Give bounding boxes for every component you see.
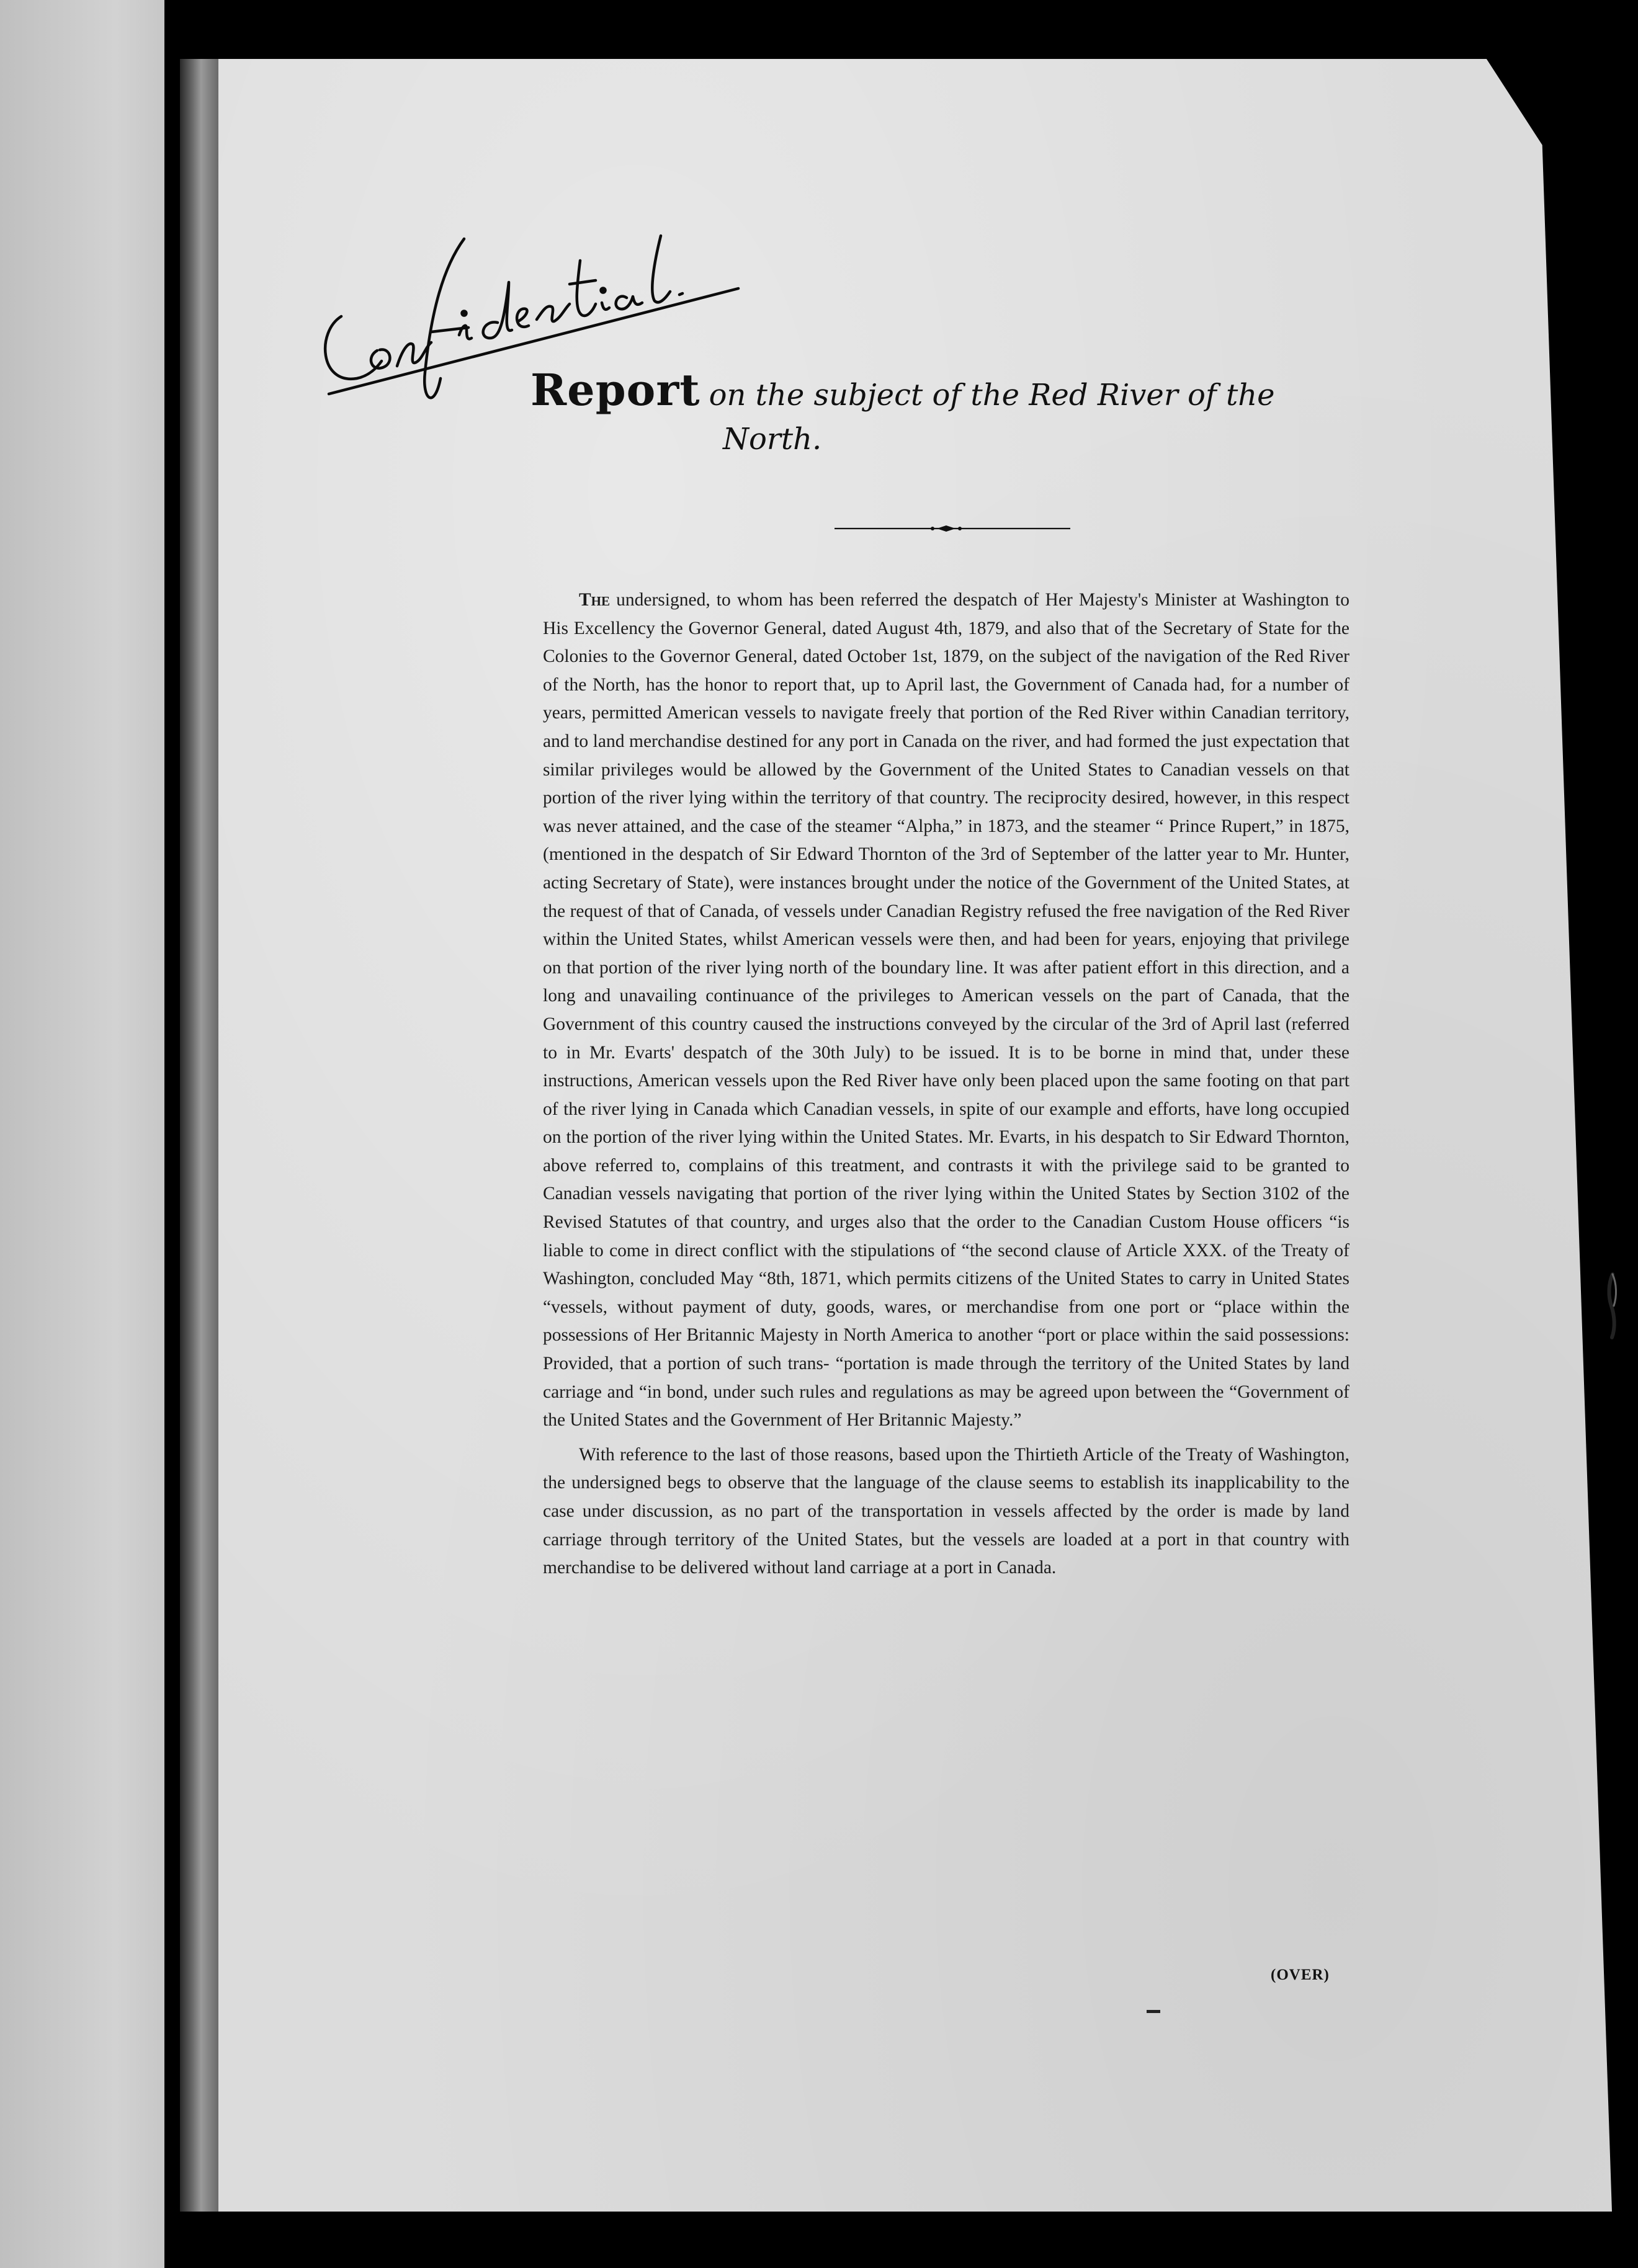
page-dash-mark [1147, 2010, 1160, 2013]
paragraph-1 [543, 586, 1349, 1435]
ornamental-rule [835, 524, 1070, 533]
paragraph-1-text: undersigned, to whom has been referred the despatch of Her Majesty's Minister at Washington to His Excellency the Governor General, dated August 4th, 1879, and also that of the Secretary of State for the Colonies to the Governor General, dated October 1st, 1879, on the subject of the navigation of the Red River of the North, has the honor to report that, up to April last, the Government of Canada had, for a number of years, permitted American vessels to navigate freely that portion of the Red River within Canadian territory, and to land merchandise destined for any port in Canada on the river, and had formed the just expectation that similar privileges would be allowed by the Government of the United States to Canadian vessels on that portion of the river lying within the territory of that country. The reciprocity desired, however, in this respect was never attained, and the case of the steamer “Alpha,” in 1873, and the steamer “ Prince Rupert,” in 1875, (mentioned in the despatch of Sir Edward Thornton of the 3rd of September of the latter year to Mr. Hunter, acting Secretary of State), were instances brought under the notice of the Government of the United States, at the request of that of Canada, of vessels under Canadian Registry refused the free navigation of the Red River within the United States, whilst American vessels were then, and had been for years, enjoying that privilege on that portion of the river lying north of the boundary line. It was after patient effort in this direction, and a long and unavailing continuance of the privileges to American vessels on the part of Canada, that the Government of this country caused the instructions conveyed by the circular of the 3rd of April last (referred to in Mr. Evarts' despatch of the 30th July) to be issued. It is to be borne in mind that, under these instructions, American vessels upon the Red River have only been placed upon the same footing on that part of the river lying in Canada which Canadian vessels, in spite of our example and efforts, have long occupied on the portion of the river lying within the United States. Mr. Evarts, in his despatch to Sir Edward Thornton, above referred to, complains of this treatment, and contrasts it with the privilege said to be granted to Canadian vessels navigating that portion of the river lying within the United States by Section 3102 of the Revised Statutes of that country, and urges also that the order to the Canadian Custom House officers “is liable to come in direct conflict with the stipulations of “the second clause of Article XXX. of the Treaty of Washington, concluded May “8th, 1871, which permits citizens of the United States to carry in United States “vessels, without payment of duty, goods, wares, or merchandise from one port or “place within the possessions of Her Britannic Majesty in North America to another “port or place within the said possessions: Provided, that a portion of such trans- “portation is made through the territory of the United States by land carriage and “in bond, under such rules and regulations as may be agreed upon between the “Government of the United States and the Government of Her Britannic Majesty.” [543, 590, 1349, 1431]
title-subject: on the subject of the Red River of the [709, 378, 1275, 413]
paper-clip-mark [1606, 1272, 1619, 1340]
facing-page-edge [0, 0, 164, 2268]
title-report-word: Report [530, 364, 700, 416]
paragraph-2: With reference to the last of those reasons, based upon the Thirtieth Article of the Treaty of Washington, the undersigned begs to observe that the language of the clause seems to establish its inapplicability to the case under discussion, as no part of the transportation in vessels affected by the order is made by land carriage through territory of the United States, but the vessels are loaded at a port in that country with merchandise to be delivered without land carriage at a port in Canada. [543, 1444, 1349, 1578]
report-title [530, 363, 1399, 426]
paragraph-1-lead-word: The [579, 590, 611, 610]
over-label: (OVER) [1271, 1967, 1330, 1983]
title-line-two: North. [723, 422, 822, 457]
report-body [543, 586, 1349, 1589]
binding-gutter [180, 59, 218, 2212]
